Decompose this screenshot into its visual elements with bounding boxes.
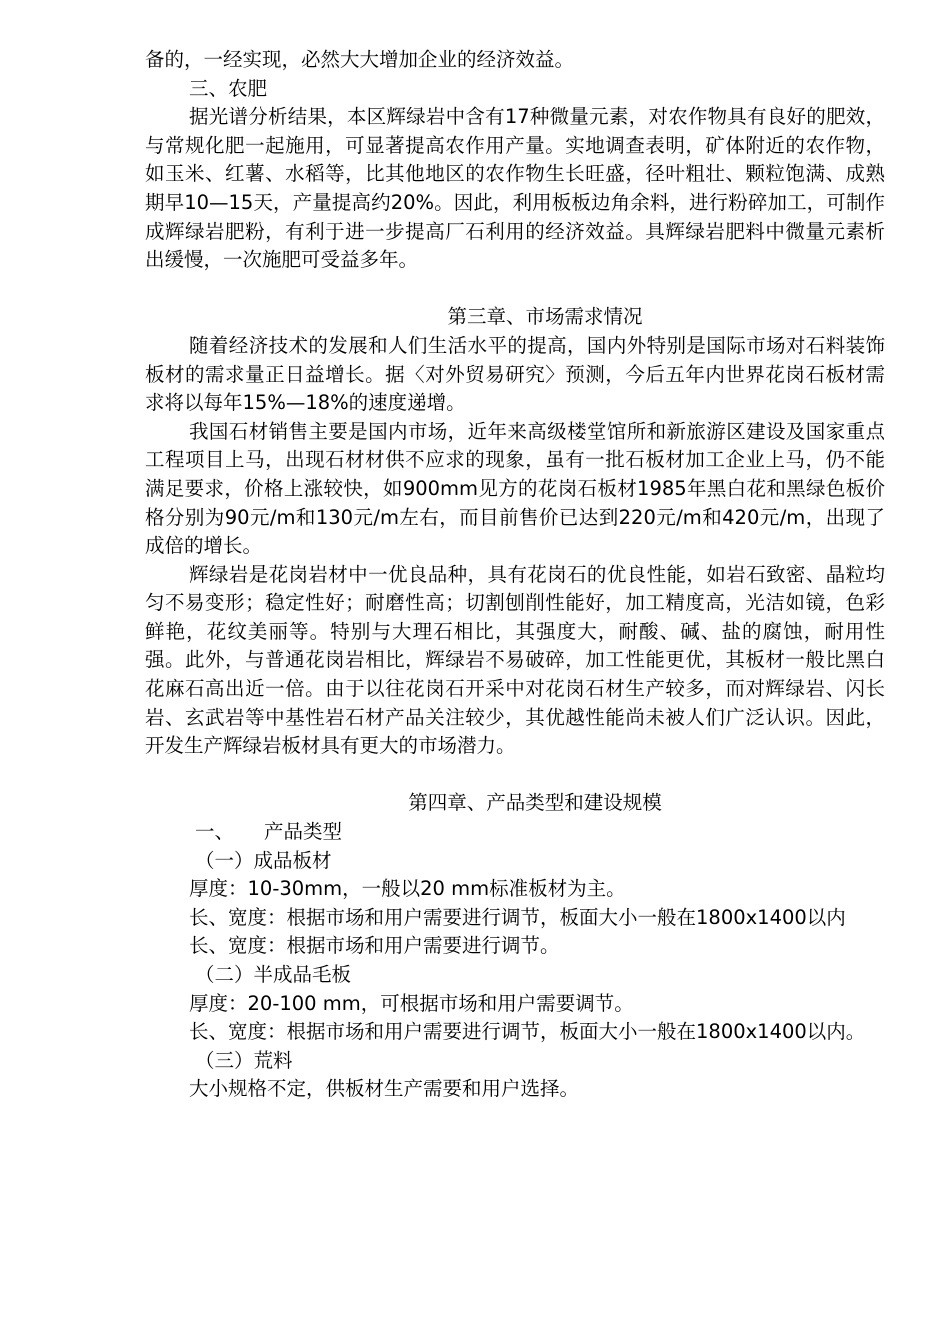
subsection-finished-board: （一）成品板材 [195,848,332,872]
section-title: 产品类型 [264,820,343,844]
paragraph-finished-size-2: 长、宽度：根据市场和用户需要进行调节。 [189,934,560,958]
paragraph-market-3: 辉绿岩是花岗岩材中一优良品种，具有花岗石的优良性能，如岩石致密、晶粒均匀不易变形；稳定性好；耐磨性高；切割刨削性能好，加工精度高，光洁如镜，色彩鲜艳，花纹美丽等。特别与大理石相比，其强度大，耐酸、碱、盐的腐蚀，耐用性强。此外，与普通花岗岩相比，辉绿岩不易破碎，加工性能更优，其板材一般比黑白花麻石高出近一倍。由于以往花岗石开采中对花岗石材生产较多，而对辉绿岩、闪长岩、玄武岩等中基性岩石材产品关注较少，其优越性能尚未被人们广泛认识。因此，开发生产辉绿岩板材具有更大的市场潜力。 [145,562,885,758]
document-page [145,46,885,1104]
section-number: 一、 [195,820,235,844]
subsection-raw-blocks: （三）荒料 [195,1048,293,1072]
section-heading-product-types [145,818,885,847]
paragraph-intro-tail: 备的，一经实现，必然大大增加企业的经济效益。 [145,48,575,71]
paragraph-raw-blocks: 大小规格不定，供板材生产需要和用户选择。 [189,1077,580,1101]
paragraph-market-2: 我国石材销售主要是国内市场，近年来高级楼堂馆所和新旅游区建设及国家重点工程项目上马，出现石材材供不应求的现象，虽有一批石板材加工企业上马，仍不能满足要求，价格上涨较快，如900mm见方的花岗石板材1985年黑白花和黑绿色板价格分别为90元/m和130元/m左右，而目前售价已达到220元/m和420元/m，出现了成倍的增长。 [145,419,885,558]
chapter-3-title: 第三章、市场需求情况 [447,305,643,329]
chapter-4-title: 第四章、产品类型和建设规模 [408,791,662,815]
paragraph-market-1: 随着经济技术的发展和人们生活水平的提高，国内外特别是国际市场对石料装饰板材的需求量正日益增长。据〈对外贸易研究〉预测，今后五年内世界花岗石板材需求将以每年15%—18%的速度递增。 [145,333,885,415]
paragraph-semi-thickness: 厚度：20-100 mm，可根据市场和用户需要调节。 [189,991,634,1015]
paragraph-finished-size-1: 长、宽度：根据市场和用户需要进行调节，板面大小一般在1800x1400以内 [189,905,846,929]
subsection-semi-finished: （二）半成品毛板 [195,963,352,986]
section-heading-fertilizer: 三、农肥 [189,76,268,100]
paragraph-semi-size: 长、宽度：根据市场和用户需要进行调节，板面大小一般在1800x1400以内。 [189,1020,866,1044]
paragraph-fertilizer: 据光谱分析结果，本区辉绿岩中含有17种微量元素，对农作物具有良好的肥效，与常规化肥一起施用，可显著提高农作用产量。实地调查表明，矿体附近的农作物，如玉米、红薯、水稻等，比其他地区的农作物生长旺盛，径叶粗壮、颗粒饱满、成熟期早10—15天，产量提高约20%。因此，利用板板边角余料，进行粉碎加工，可制作成辉绿岩肥粉，有利于进一步提高厂石利用的经济效益。具辉绿岩肥料中微量元素析出缓慢，一次施肥可受益多年。 [145,105,885,272]
paragraph-finished-thickness: 厚度：10-30mm，一般以20 mm标准板材为主。 [189,877,626,901]
